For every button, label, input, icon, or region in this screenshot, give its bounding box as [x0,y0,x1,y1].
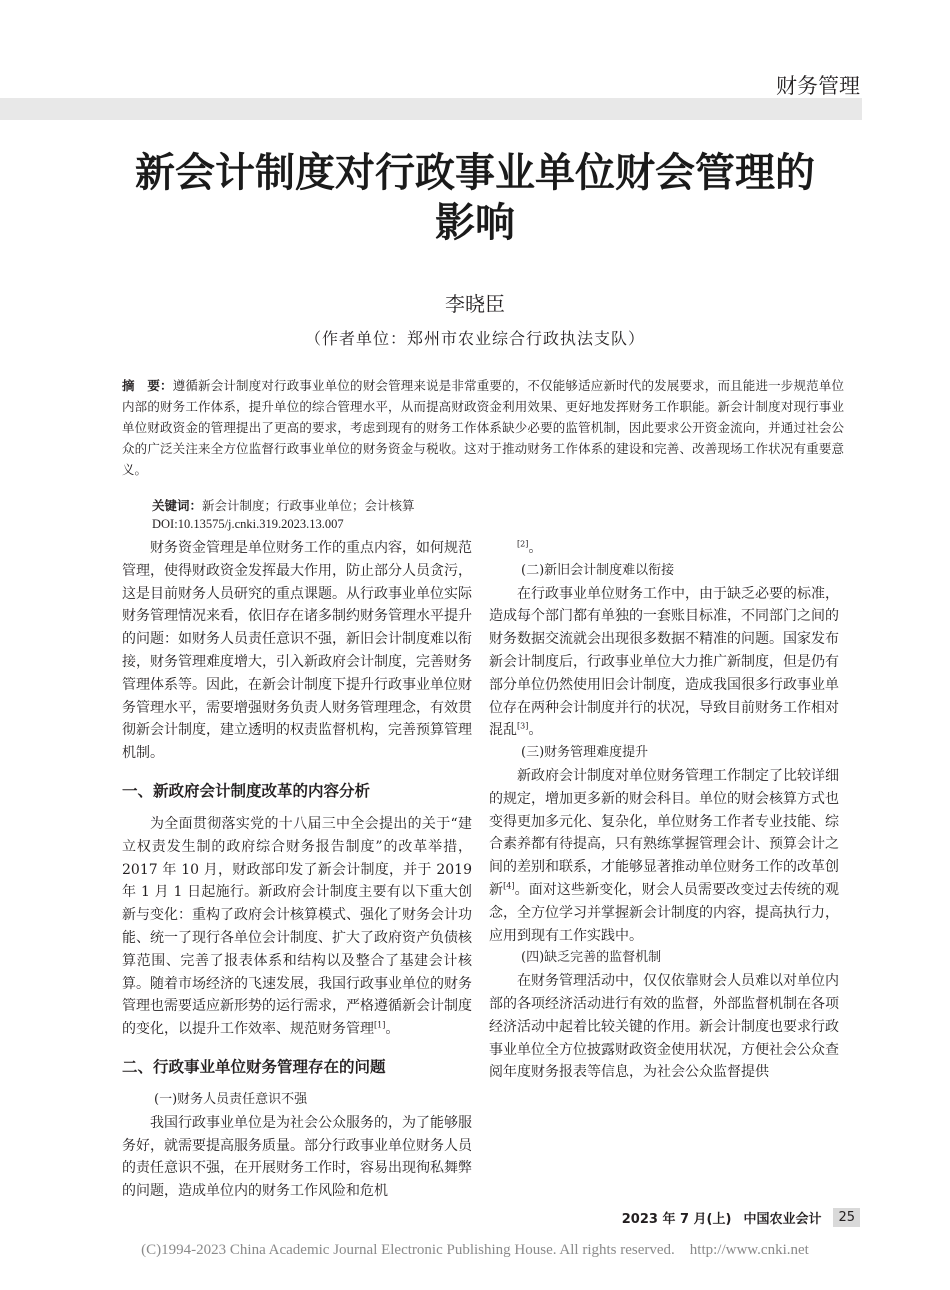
doi: DOI:10.13575/j.cnki.319.2023.13.007 [152,517,344,531]
citation-2: [2] [517,539,529,549]
citation-3: [3] [517,721,529,731]
body-column-left [122,537,472,1203]
paragraph-1: 为全面贯彻落实党的十八届三中全会提出的关于“建立权责发生制的政府综合财务报告制度”的改革举措，2017 年 10 月，财政部印发了新会计制度，并于 2019 年 1 月 1 日起施行。新政府会计制度主要有以下重大创新与变化：重构了政府会计核算模式、强化了财务会计功能、统一了现行各单位会计制度、扩大了政府资产负债核算范围、完善了报表体系和结构以及整合了基建会计核算。随着市场经济的飞速发展，我国行政事业单位的财务管理也需要适应新形势的运行需求，严格遵循新会计制度的变化，以提升工作效率、规范财务管理[1]。 [122,815,472,1038]
paragraph-4-text-a: 新政府会计制度对单位财务管理工作制定了比较详细的规定，增加更多新的财会科目。单位的财会核算方式也变得更加多元化、复杂化，单位财务工作者专业技能、综合素养都有待提高，只有熟练掌握管理会计、预算会计之间的差别和联系，才能够显著推动单位财务工作的改革创新 [489,767,839,898]
paragraph-3: 在行政事业单位财务工作中，由于缺乏必要的标准，造成每个部门都有单独的一套账目标准，不同部门之间的财务数据交流就会出现很多数据不精准的问题。国家发布新会计制度后，行政事业单位大力推广新制度，但是仍有部分单位仍然使用旧会计制度，造成我国很多行政事业单位存在两种会计制度并行的状况，导致目前财务工作相对混乱[3]。 [489,585,839,739]
paragraph-1-text: 为全面贯彻落实党的十八届三中全会提出的关于“建立权责发生制的政府综合财务报告制度”的改革举措，2017 年 10 月，财政部印发了新会计制度，并于 2019 年 1 月 1 日起施行。新政府会计制度主要有以下重大创新与变化：重构了政府会计核算模式、强化了财务会计功能、统一了现行各单位会计制度、扩大了政府资产负债核算范围、完善了报表体系和结构以及整合了基建会计核算。随着市场经济的飞速发展，我国行政事业单位的财务管理也需要适应新形势的运行需求，严格遵循新会计制度的变化，以提升工作效率、规范财务管理 [122,815,472,1038]
citation-1: [1] [374,1020,386,1030]
keywords [152,496,415,514]
header-bar [0,98,862,120]
issue-date: 2023 年 7 月(上) [621,1212,732,1227]
intro-paragraph: 财务资金管理是单位财务工作的重点内容，如何规范管理，使得财政资金发挥最大作用，防止部分人员贪污，这是目前财务人员研究的重点课题。从行政事业单位实际财务管理情况来看，依旧存在诸多制约财务管理水平提升的问题：如财务人员责任意识不强，新旧会计制度难以衔接，财务管理难度增大，引入新政府会计制度，完善财务管理体系等。因此，在新会计制度下提升行政事业单位财务管理水平，需要增强财务负责人财务管理理念，有效贯彻新会计制度，建立透明的权责监督机构，完善预算管理机制。 [122,540,472,762]
abstract [122,375,844,480]
abstract-label: 摘 要： [122,378,173,393]
paragraph-2-text: 我国行政事业单位是为社会公众服务的，为了能够服务好，就需要提高服务质量。部分行政事业单位财务人员的责任意识不强，在开展财务工作时，容易出现徇私舞弊的问题，造成单位内的财务工作风险和危机 [122,1114,472,1200]
copyright-notice: (C)1994-2023 China Academic Journal Electronic Publishing House. All rights reserved. http://www.cnki.net [141,1242,809,1258]
keywords-text: 新会计制度；行政事业单位；会计核算 [202,498,415,513]
title-line-1: 新会计制度对行政事业单位财会管理的 [135,150,815,196]
section-heading-1: 一、新政府会计制度改革的内容分析 [122,781,371,800]
abstract-text: 遵循新会计制度对行政事业单位的财会管理来说是非常重要的，不仅能够适应新时代的发展要求，而且能进一步规范单位内部的财务工作体系，提升单位的综合管理水平，从而提高财政资金利用效果、更好地发挥财务工作职能。新会计制度对现行事业单位财政资金的管理提出了更高的要求，考虑到现有的财务工作体系缺少必要的监管机制，因此要求公开资金流向，并通过社会公众的广泛关注来全方位监督行政事业单位的财务资金与税收。这对于推动财务工作体系的建设和完善、改善现场工作状况有重要意义。 [122,378,844,477]
subsection-heading-1: (一)财务人员责任意识不强 [154,1091,308,1107]
author: 李晓臣 [445,292,505,316]
section-heading-2: 二、行政事业单位财务管理存在的问题 [122,1057,386,1076]
paragraph-4-text-b: 。面对这些新变化，财会人员需要改变过去传统的观念，全方位学习并掌握新会计制度的内容，提高执行力，应用到现有工作实践中。 [489,881,840,944]
section-label: 财务管理 [776,74,860,98]
citation-4: [4] [503,881,515,891]
page-number: 25 [833,1208,860,1227]
paragraph-2 [122,1112,472,1203]
title-line-2: 影响 [435,200,515,246]
subsection-heading-4: (四)缺乏完善的监督机制 [521,950,662,966]
journal-name: 中国农业会计 [743,1212,822,1227]
affiliation: （作者单位：郑州市农业综合行政执法支队） [304,329,645,348]
keywords-label: 关键词： [152,498,203,513]
subsection-heading-2: (二)新旧会计制度难以衔接 [521,562,675,578]
subsection-heading-3: (三)财务管理难度提升 [521,745,649,761]
body-column-right [489,537,839,1084]
paragraph-3-text: 在行政事业单位财务工作中，由于缺乏必要的标准，造成每个部门都有单独的一套账目标准，不同部门之间的财务数据交流就会出现很多数据不精准的问题。国家发布新会计制度后，行政事业单位大力推广新制度，但是仍有部分单位仍然使用旧会计制度，造成我国很多行政事业单位存在两种会计制度并行的状况，导致目前财务工作相对混乱 [489,585,839,739]
paragraph-2-cont: [2]。 [517,539,543,556]
article-title [0,148,950,248]
paragraph-5: 在财务管理活动中，仅仅依靠财会人员难以对单位内部的各项经济活动进行有效的监督，外部监督机制在各项经济活动中起着比较关键的作用。新会计制度也要求行政事业单位全方位披露财政资金使用状况，方便社会公众查阅年度财务报表等信息，为社会公众监督提供 [489,973,839,1081]
page-footer [622,1208,860,1227]
paragraph-4 [489,765,839,947]
